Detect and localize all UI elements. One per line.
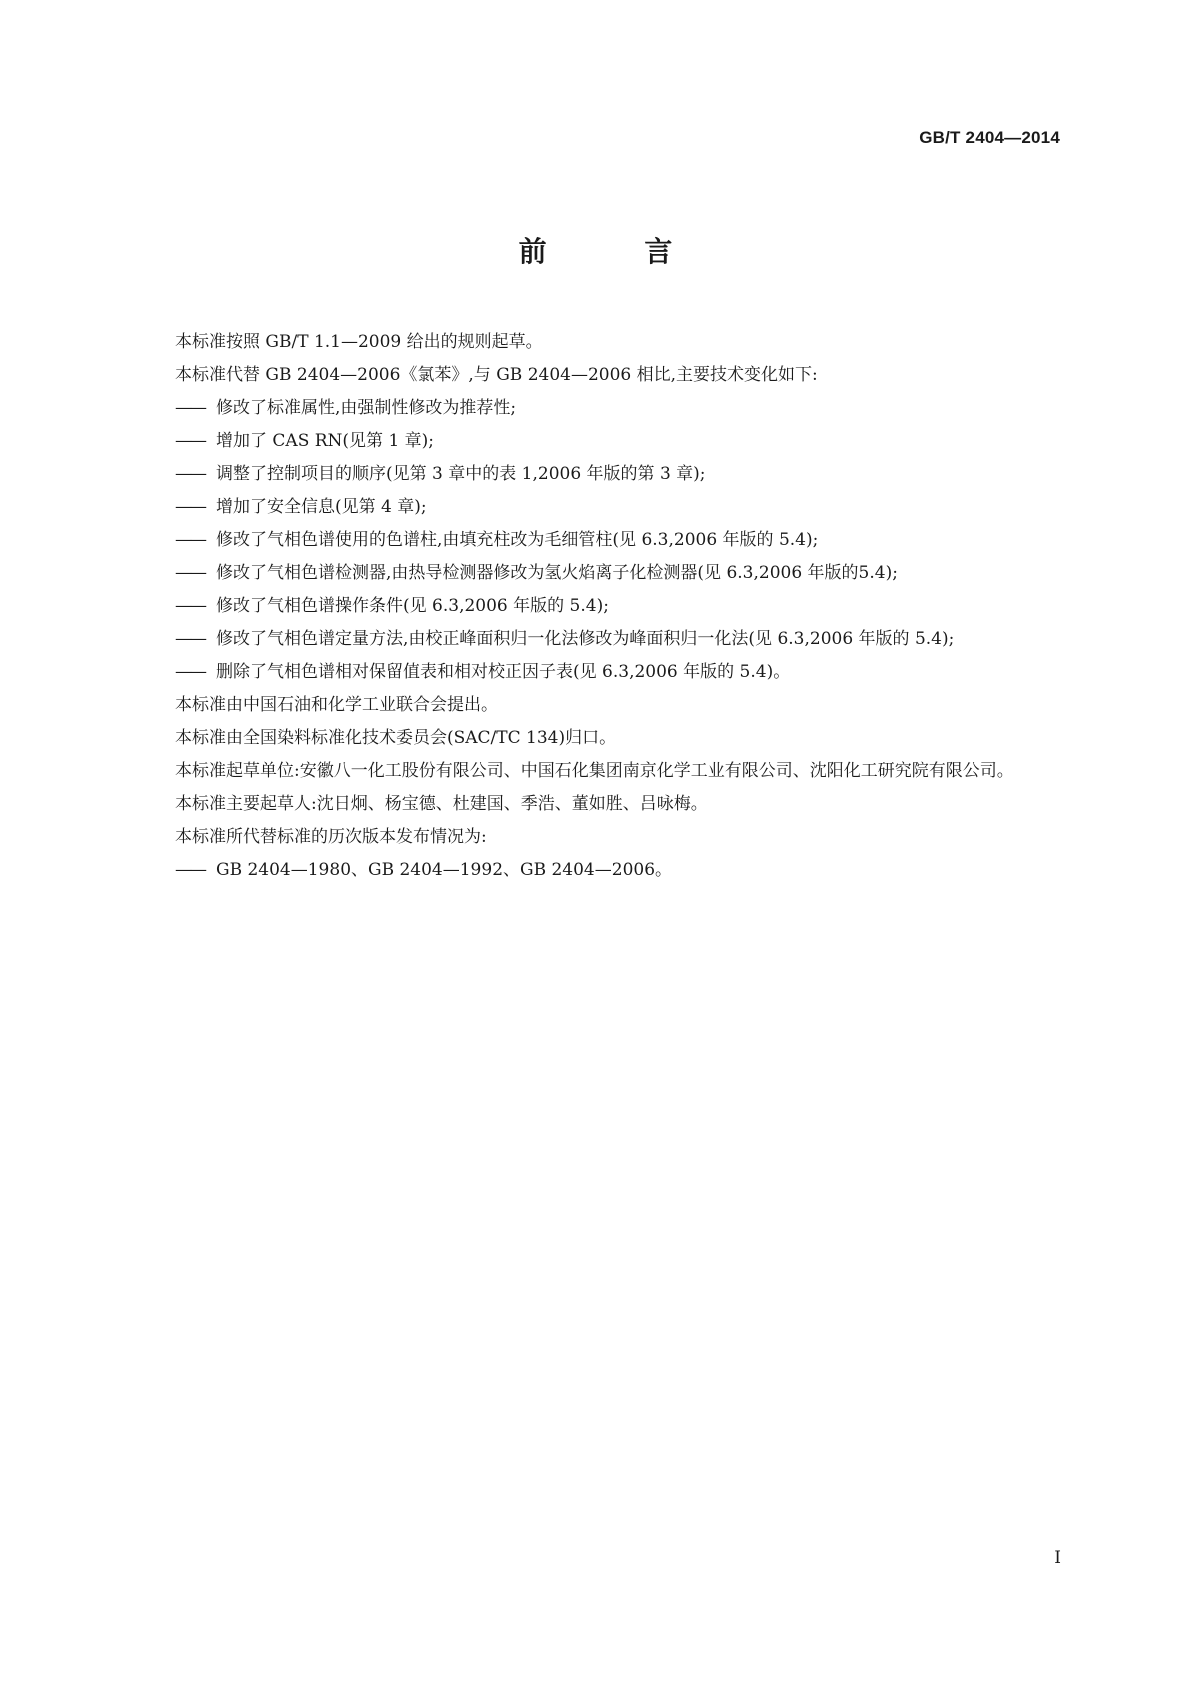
change-item	[175, 460, 1060, 489]
paragraph-drafting-rules: 本标准按照 GB/T 1.1—2009 给出的规则起草。	[175, 332, 543, 352]
change-item	[175, 592, 1060, 621]
change-item-text: 修改了标准属性,由强制性修改为推荐性;	[216, 398, 517, 418]
change-item	[175, 427, 1060, 456]
change-item	[175, 559, 1060, 588]
change-item	[175, 394, 1060, 423]
history-item-text: GB 2404—1980、GB 2404—1992、GB 2404—2006。	[216, 860, 673, 880]
paragraph-proposer: 本标准由中国石油和化学工业联合会提出。	[175, 695, 498, 715]
dash-marker: ——	[175, 563, 205, 583]
paragraph-drafting-units: 本标准起草单位:安徽八一化工股份有限公司、中国石化集团南京化学工业有限公司、沈阳化工研究院有限公司。	[175, 761, 1014, 781]
document-body	[135, 328, 1060, 889]
dash-marker: ——	[175, 431, 205, 451]
dash-marker: ——	[175, 530, 205, 550]
paragraph-drafters: 本标准主要起草人:沈日炯、杨宝德、杜建国、季浩、董如胜、吕咏梅。	[175, 794, 708, 814]
dash-marker: ——	[175, 860, 205, 880]
paragraph-committee: 本标准由全国染料标准化技术委员会(SAC/TC 134)归口。	[175, 728, 617, 748]
dash-marker: ——	[175, 596, 205, 616]
change-item	[175, 493, 1060, 522]
paragraph-history-intro: 本标准所代替标准的历次版本发布情况为:	[175, 827, 487, 847]
change-item-text: 修改了气相色谱检测器,由热导检测器修改为氢火焰离子化检测器(见 6.3,2006 年版的5.4);	[216, 563, 898, 583]
paragraph-replacement: 本标准代替 GB 2404—2006《氯苯》,与 GB 2404—2006 相比,主要技术变化如下:	[175, 365, 818, 385]
change-item-text: 增加了安全信息(见第 4 章);	[216, 497, 427, 517]
change-item-text: 增加了 CAS RN(见第 1 章);	[216, 431, 435, 451]
dash-marker: ——	[175, 398, 205, 418]
change-item-text: 调整了控制项目的顺序(见第 3 章中的表 1,2006 年版的第 3 章);	[216, 464, 706, 484]
dash-marker: ——	[175, 464, 205, 484]
change-item	[175, 658, 1060, 687]
change-item	[175, 526, 1060, 555]
change-item-text: 修改了气相色谱操作条件(见 6.3,2006 年版的 5.4);	[216, 596, 609, 616]
dash-marker: ——	[175, 662, 205, 682]
dash-marker: ——	[175, 629, 205, 649]
change-item-text: 修改了气相色谱定量方法,由校正峰面积归一化法修改为峰面积归一化法(见 6.3,2006 年版的 5.4);	[216, 629, 955, 649]
page-title: 前 言	[518, 235, 717, 268]
standard-code: GB/T 2404—2014	[919, 128, 1060, 147]
dash-marker: ——	[175, 497, 205, 517]
page-number: I	[1054, 1548, 1061, 1568]
change-item	[175, 625, 1060, 654]
history-item	[175, 856, 1060, 885]
change-item-text: 删除了气相色谱相对保留值表和相对校正因子表(见 6.3,2006 年版的 5.4)。	[216, 662, 791, 682]
change-item-text: 修改了气相色谱使用的色谱柱,由填充柱改为毛细管柱(见 6.3,2006 年版的 5.4);	[216, 530, 819, 550]
